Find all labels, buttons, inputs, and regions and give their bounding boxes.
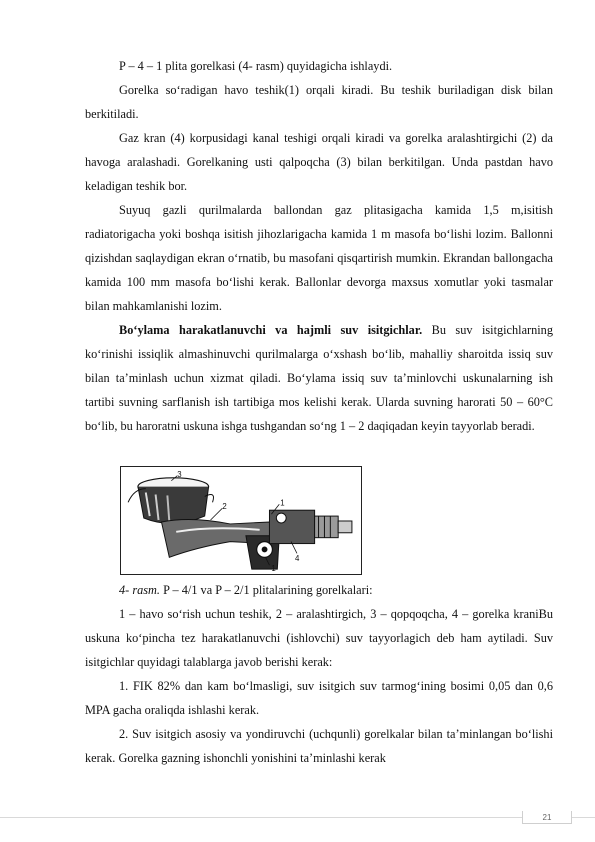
paragraph-2: Gorelka so‘radigan havo teshik(1) orqali kiradi. Bu teshik buriladigan disk bilan berkitiladi. — [85, 83, 553, 121]
paragraph-8: 2. Suv isitgich asosiy va yondiruvchi (uchqunli) gorelkalar bilan ta’minlangan bo‘lishi kerak. Gorelka gazning ishonchli yonishini ta’minlashi kerak — [85, 727, 553, 765]
figure-label-4: 4 — [294, 554, 300, 564]
burner-illustration — [121, 467, 361, 574]
paragraph-5 — [85, 318, 553, 438]
paragraph-1: P – 4 – 1 plita gorelkasi (4- rasm) quyidagicha ishlaydi. — [119, 59, 393, 73]
footer-rule — [0, 817, 595, 818]
figure-label-1-bottom: 1 — [271, 564, 276, 574]
figure-label-1-top: 1 — [280, 498, 285, 508]
section-heading: Bo‘ylama harakatlanuvchi va hajmli suv isitgichlar. — [119, 323, 423, 337]
paragraph-4: Suyuq gazli qurilmalarda ballondan gaz plitasigacha kamida 1,5 m,isitish radiatorigacha yoki boshqa isitish jihozlarigacha kamida 1 m masofa bo‘lishi lozim. Ballonni qizishdan saqlaydigan ekran o‘rnatib, bu masofani qisqartirish mumkin. Ekrandan ballongacha kamida 100 mm masofa bo‘lishi kerak. Ballonlar devorga maxsus xomutlar yoki tasmalar bilan mahkamlanishi lozim. — [85, 203, 553, 313]
paragraph-5-text: Bu suv isitgichlarning ko‘rinishi issiqlik almashinuvchi qurilmalarga o‘xshash bo‘lib, mahalliy sharoitda issiq suv bilan ta’minlash uchun xizmat qiladi. Bo‘ylama issiq suv ta’minlovchi uskunalarning ish tartibi suvning sarflanish ish tartibiga mos kelishi kerak. Ularda suvning harorati 50 – 60°C bo‘lib, bu haroratni uskuna ishga tushgandan so‘ng 1 – 2 daqiqadan keyin tayyorlab beradi. — [85, 323, 553, 433]
paragraph-3: Gaz kran (4) korpusidagi kanal teshigi orqali kiradi va gorelka aralashtirgichi (2) da havoga aralashadi. Gorelkaning usti qalpoqcha (3) bilan berkitilgan. Unda pastdan havo keladigan teshik bor. — [85, 131, 553, 193]
figure-caption — [85, 578, 553, 602]
paragraph-6: 1 – havo so‘rish uchun teshik, 2 – aralashtirgich, 3 – qopqoqcha, 4 – gorelka kraniBu uskuna ko‘pincha tez harakatlanuvchi (ishlovchi) suv tayyorlagich deb ham aytiladi. Suv isitgichlar quyidagi talablarga javob berishi kerak: — [85, 607, 553, 669]
paragraph-7: 1. FIK 82% dan kam bo‘lmasligi, suv isitgich suv tarmog‘ining bosimi 0,05 dan 0,6 MPA gacha oraliqda ishlashi kerak. — [85, 679, 553, 717]
figure-label-3: 3 — [177, 469, 182, 479]
page-number: 21 — [522, 811, 572, 824]
caption-number: 4- rasm. — [119, 583, 160, 597]
figure-label-2: 2 — [222, 502, 227, 512]
burner-figure — [120, 466, 362, 575]
caption-title: P – 4/1 va P – 2/1 plitalarining gorelkalari: — [160, 583, 373, 597]
